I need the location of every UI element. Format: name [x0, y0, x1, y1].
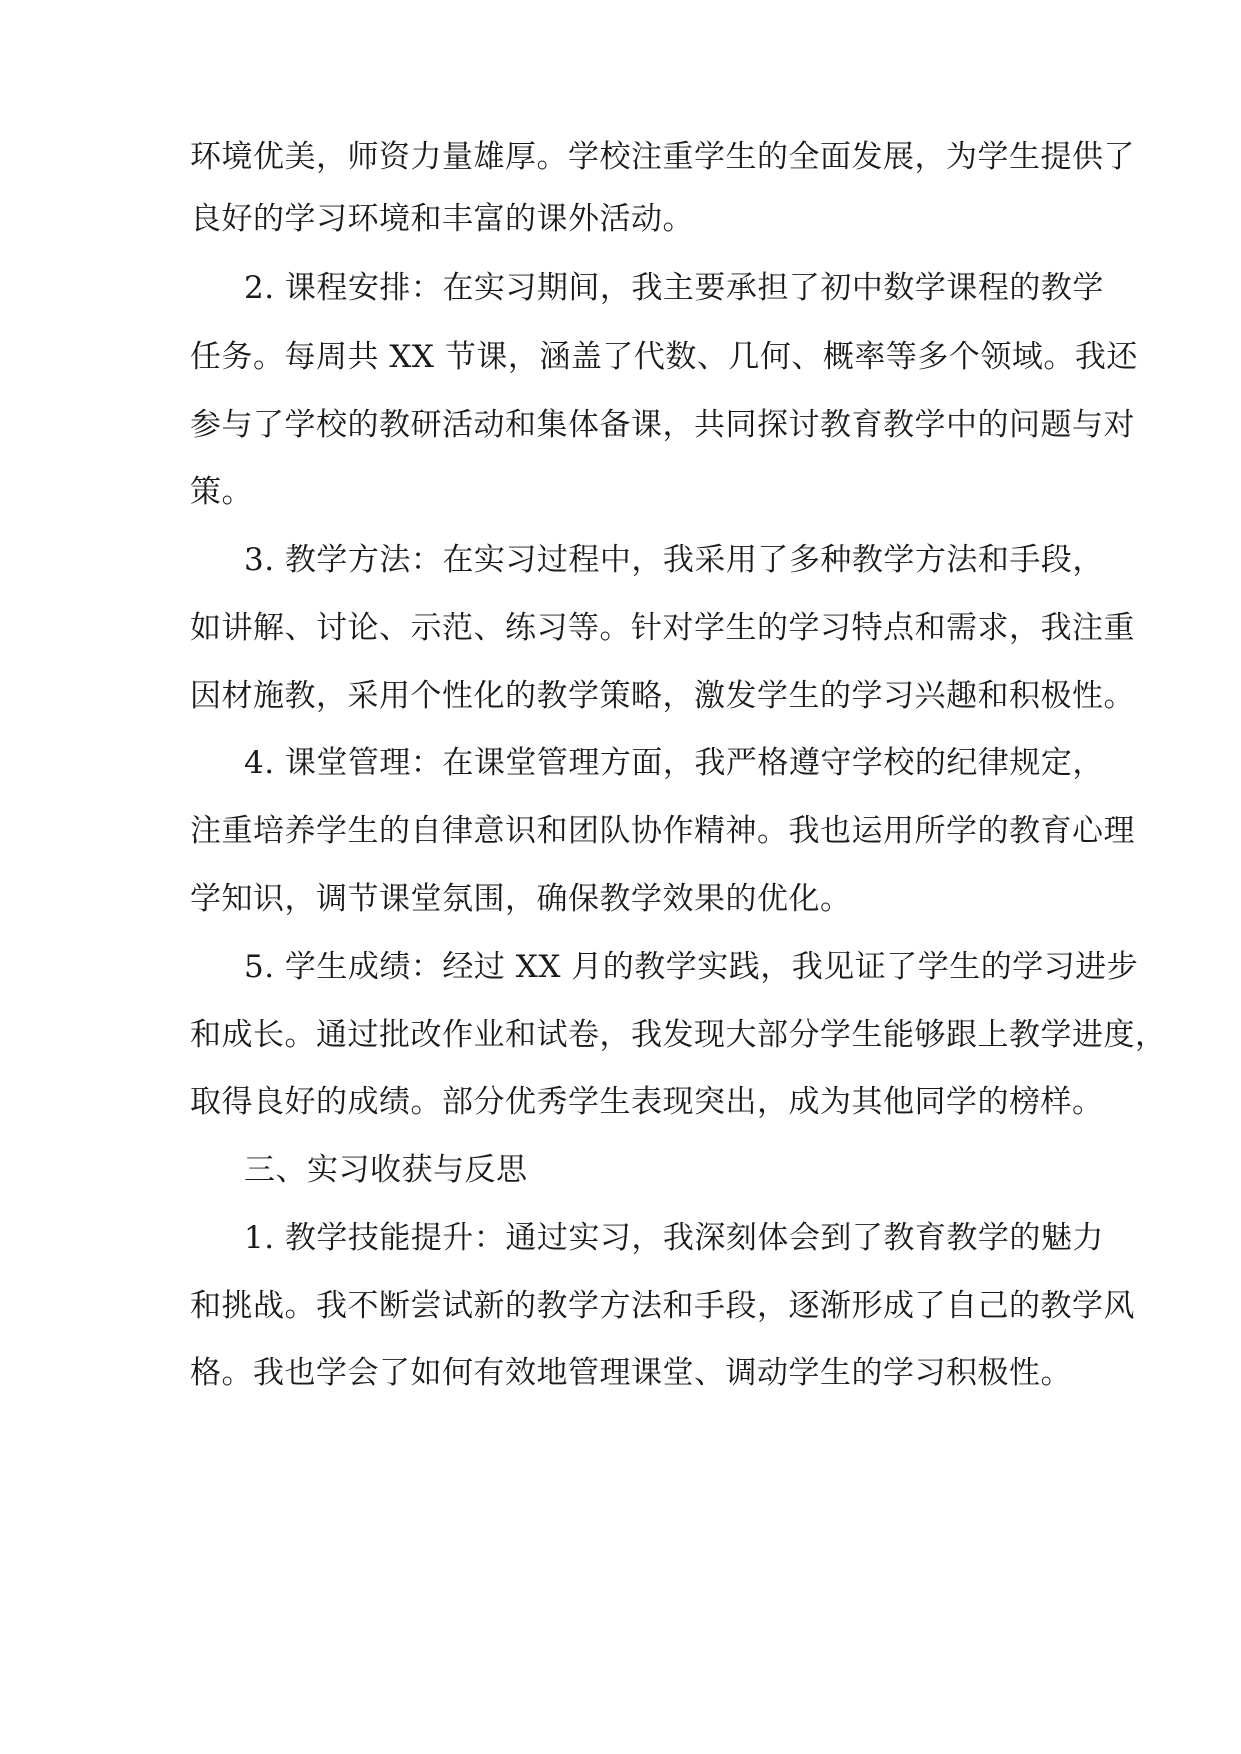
- list-item-line: 2. 课程安排：在实习期间，我主要承担了初中数学课程的教学: [244, 270, 1104, 306]
- paragraph-line: 良好的学习环境和丰富的课外活动。: [190, 201, 694, 237]
- list-item-line: 3. 教学方法：在实习过程中，我采用了多种教学方法和手段，: [244, 542, 1104, 578]
- paragraph-line: 因材施教，采用个性化的教学策略，激发学生的学习兴趣和积极性。: [190, 678, 1135, 714]
- paragraph-line: 参与了学校的教研活动和集体备课，共同探讨教育教学中的问题与对: [190, 407, 1135, 443]
- paragraph-line: 和挑战。我不断尝试新的教学方法和手段，逐渐形成了自己的教学风: [190, 1288, 1135, 1324]
- list-item-line: 5. 学生成绩：经过 XX 月的教学实践，我见证了学生的学习进步: [244, 949, 1139, 985]
- paragraph-line: 环境优美，师资力量雄厚。学校注重学生的全面发展，为学生提供了: [190, 139, 1135, 175]
- paragraph-line: 格。我也学会了如何有效地管理课堂、调动学生的学习积极性。: [190, 1355, 1072, 1391]
- section-heading: 三、实习收获与反思: [244, 1152, 528, 1188]
- list-item-line: 1. 教学技能提升：通过实习，我深刻体会到了教育教学的魅力: [244, 1220, 1104, 1256]
- paragraph-line: 学知识，调节课堂氛围，确保教学效果的优化。: [190, 881, 852, 917]
- paragraph-line: 和成长。通过批改作业和试卷，我发现大部分学生能够跟上教学进度，: [190, 1017, 1167, 1053]
- paragraph-line: 如讲解、讨论、示范、练习等。针对学生的学习特点和需求，我注重: [190, 610, 1135, 646]
- list-item-line: 4. 课堂管理：在课堂管理方面，我严格遵守学校的纪律规定，: [244, 745, 1104, 781]
- paragraph-line: 策。: [190, 474, 253, 510]
- paragraph-line: 注重培养学生的自律意识和团队协作精神。我也运用所学的教育心理: [190, 813, 1135, 849]
- paragraph-line: 取得良好的成绩。部分优秀学生表现突出，成为其他同学的榜样。: [190, 1084, 1104, 1120]
- paragraph-line: 任务。每周共 XX 节课，涵盖了代数、几何、概率等多个领域。我还: [190, 339, 1138, 375]
